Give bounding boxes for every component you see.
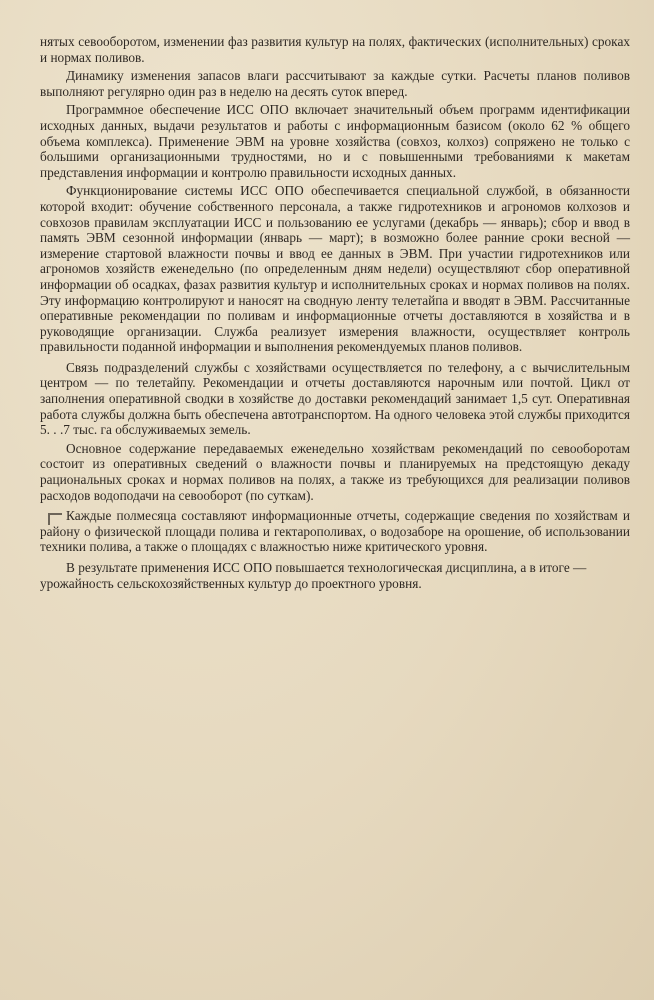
paragraph-7: Каждые полмесяца составляют информационные отчеты, содержащие сведения по хозяйствам и району о физической площади полива и гектарополивах, о водозаборе на орошение, об использовании техники полива, а также о площадях с влажностью ниже критического уровня. xyxy=(40,508,630,555)
paragraph-3: Программное обеспечение ИСС ОПО включает значительный объем программ идентификации исходных данных, выдачи результатов и работы с информационным базисом (около 62 % общего объема комплекса). Применение ЭВМ на уровне хозяйства (совхоз, колхоз) сопряжено не только с большими организационными трудностями, но и с повышенными требованиями к макетам представления информации и контролю правильности исходных данных. xyxy=(40,102,630,180)
page-text xyxy=(40,34,630,594)
paragraph-5: Связь подразделений службы с хозяйствами осуществляется по телефону, а с вычислительным центром — по телетайпу. Рекомендации и отчеты доставляются нарочным или почтой. Цикл от заполнения оперативной сводки в хозяйстве до доставки рекомендаций занимает 1,5 сут. Оперативная работа службы должна быть обеспечена автотранспортом. На одного человека этой службы приходится 5. . .7 тыс. га обслуживаемых земель. xyxy=(40,359,630,438)
margin-bracket-mark xyxy=(48,513,62,525)
paragraph-6: Основное содержание передаваемых еженедельно хозяйствам рекомендаций по севооборотам состоит из оперативных сведений о влажности почвы и планируемых на предстоящую декаду рациональных сроках и нормах поливов на полях, а также из требующихся для реализации поливов расходов водоподачи на севооборот (по суткам). xyxy=(40,440,630,503)
paragraph-8: В результате применения ИСС ОПО повышается технологическая дисциплина, а в итоге — урожайность сельскохозяйственных культур до проектного уровня. xyxy=(40,560,587,591)
paragraph-1: нятых севооборотом, изменении фаз развития культур на полях, фактических (исполнительных) сроках и нормах поливов. xyxy=(40,34,630,65)
paragraph-2: Динамику изменения запасов влаги рассчитывают за каждые сутки. Расчеты планов поливов выполняют регулярно один раз в неделю на десять суток вперед. xyxy=(40,68,630,99)
paragraph-4: Функционирование системы ИСС ОПО обеспечивается специальной службой, в обязанности которой входит: обучение собственного персонала, а также гидротехников и агрономов колхозов и совхозов правилам эксплуатации ИСС и пользованию ее услугами (декабрь — январь); сбор и ввод в память ЭВМ сезонной информации (январь — март); в возможно более ранние сроки весной — измерение стартовой влажности почвы и ввод ее данных в ЭВМ. При участии гидротехников или агрономов хозяйств еженедельно (по определенным дням недели) осуществляют сбор оперативной информации об осадках, фазах развития культур и исполнительных сроках и нормах поливов на полях. Эту информацию контролируют и наносят на сводную ленту телетайпа и вводят в ЭВМ. Рассчитанные оперативные рекомендации по поливам и информационные отчеты доставляются в хозяйства и в руководящие организации. Служба реализует измерения влажности, осуществляет контроль правильности поданной информации и выполнения рекомендуемых планов поливов. xyxy=(40,183,630,355)
